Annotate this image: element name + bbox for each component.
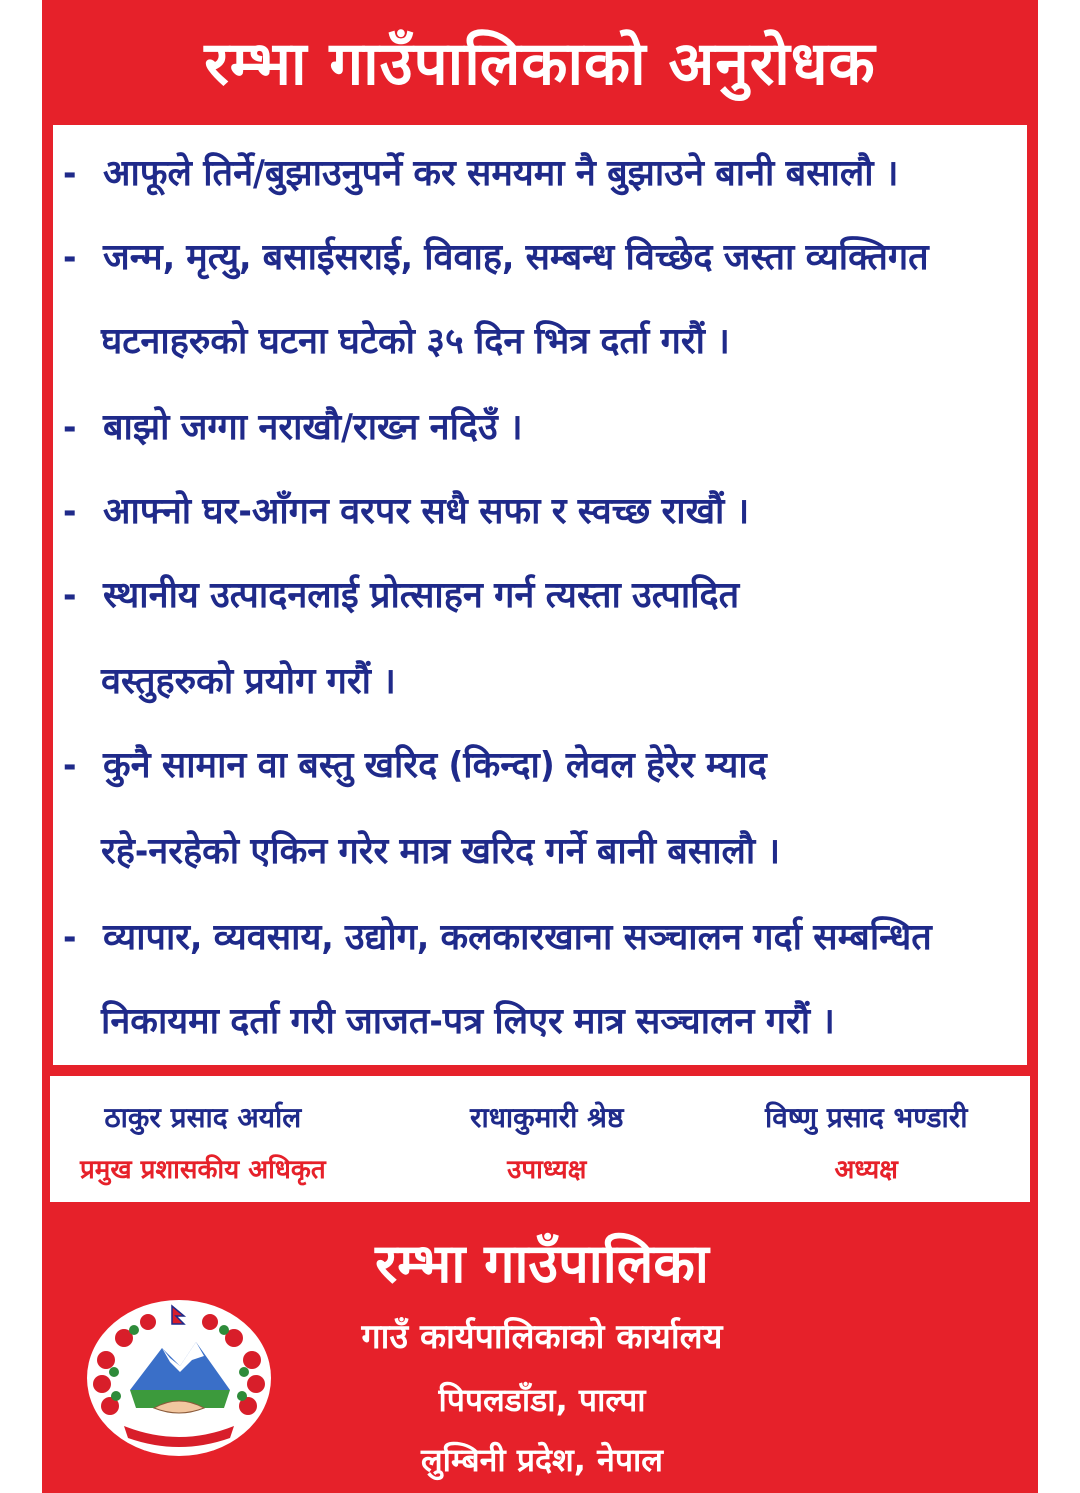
bullet-dash: - [63,407,77,448]
municipality-name: रम्भा गाउँपालिका [375,1232,709,1295]
notice-item-2-continuation [53,315,1071,364]
notice-item-text: घटनाहरुको घटना घटेको ३५ दिन भित्र दर्ता गरौं । [101,321,730,362]
signatory-role: उपाध्यक्ष [507,1155,587,1185]
notice-item-5 [53,569,1023,618]
notice-panel [50,122,1030,1068]
signatory-name: राधाकुमारी श्रेष्ठ [470,1101,624,1134]
notice-item-3 [53,401,1023,450]
notice-item-text: व्यापार, व्यवसाय, उद्योग, कलकारखाना सञ्चालन गर्दा सम्बन्धित [103,917,932,958]
bullet-dash: - [63,917,77,958]
address-line-2: लुम्बिनी प्रदेश, नेपाल [420,1441,664,1479]
signatories-band [50,1076,1030,1202]
notice-item-7 [53,911,1023,960]
address-line-1: पिपलडाँडा, पाल्पा [438,1381,646,1419]
bullet-dash: - [63,237,77,278]
signatory-role: प्रमुख प्रशासकीय अधिकृत [80,1155,326,1185]
notice-item-1 [53,147,1023,196]
notice-item-text: कुनै सामान वा बस्तु खरिद (किन्दा) लेवल हेरेर म्याद [103,745,767,786]
signatory-name: विष्णु प्रसाद भण्डारी [765,1101,968,1134]
notice-item-text: आफूले तिर्ने/बुझाउनुपर्ने कर समयमा नै बुझाउने बानी बसालौ । [103,153,899,194]
notice-item-text: स्थानीय उत्पादनलाई प्रोत्साहन गर्न त्यस्ता उत्पादित [103,575,740,616]
footer-band [42,1202,1038,1493]
bullet-dash: - [63,575,77,616]
bullet-dash: - [63,491,77,532]
notice-item-text: वस्तुहरुको प्रयोग गरौं । [101,661,396,702]
signatory-cao [80,1098,326,1186]
notice-item-text: जन्म, मृत्यु, बसाईसराई, विवाह, सम्बन्ध विच्छेद जस्ता व्यक्तिगत [103,237,929,278]
notice-item-text: आफ्नो घर-आँगन वरपर सधै सफा र स्वच्छ राखौं । [103,491,750,532]
bullet-dash: - [63,745,77,786]
bullet-dash: - [63,153,77,194]
signatory-vice-chair [470,1098,623,1186]
notice-item-6-continuation [53,825,1071,874]
notice-item-7-continuation [53,995,1071,1044]
notice-item-2 [53,231,1023,280]
poster-header [42,0,1038,122]
poster-title: रम्भा गाउँपालिकाको अनुरोधक [204,29,876,99]
signatory-chair [765,1098,967,1186]
nepal-emblem-icon [84,1298,274,1458]
signatory-role: अध्यक्ष [834,1155,898,1185]
notice-item-5-continuation [53,655,1071,704]
signatory-name: ठाकुर प्रसाद अर्याल [104,1101,302,1134]
office-name: गाउँ कार्यपालिकाको कार्यालय [361,1317,723,1357]
notice-item-6 [53,739,1023,788]
notice-item-4 [53,485,1023,534]
notice-poster [42,0,1038,1493]
notice-item-text: रहे-नरहेको एकिन गरेर मात्र खरिद गर्ने बानी बसालौ । [101,831,781,872]
notice-item-text: बाझो जग्गा नराखौ/राख्न नदिउँ । [103,407,523,448]
notice-item-text: निकायमा दर्ता गरी जाजत-पत्र लिएर मात्र सञ्चालन गरौं । [101,1001,835,1042]
